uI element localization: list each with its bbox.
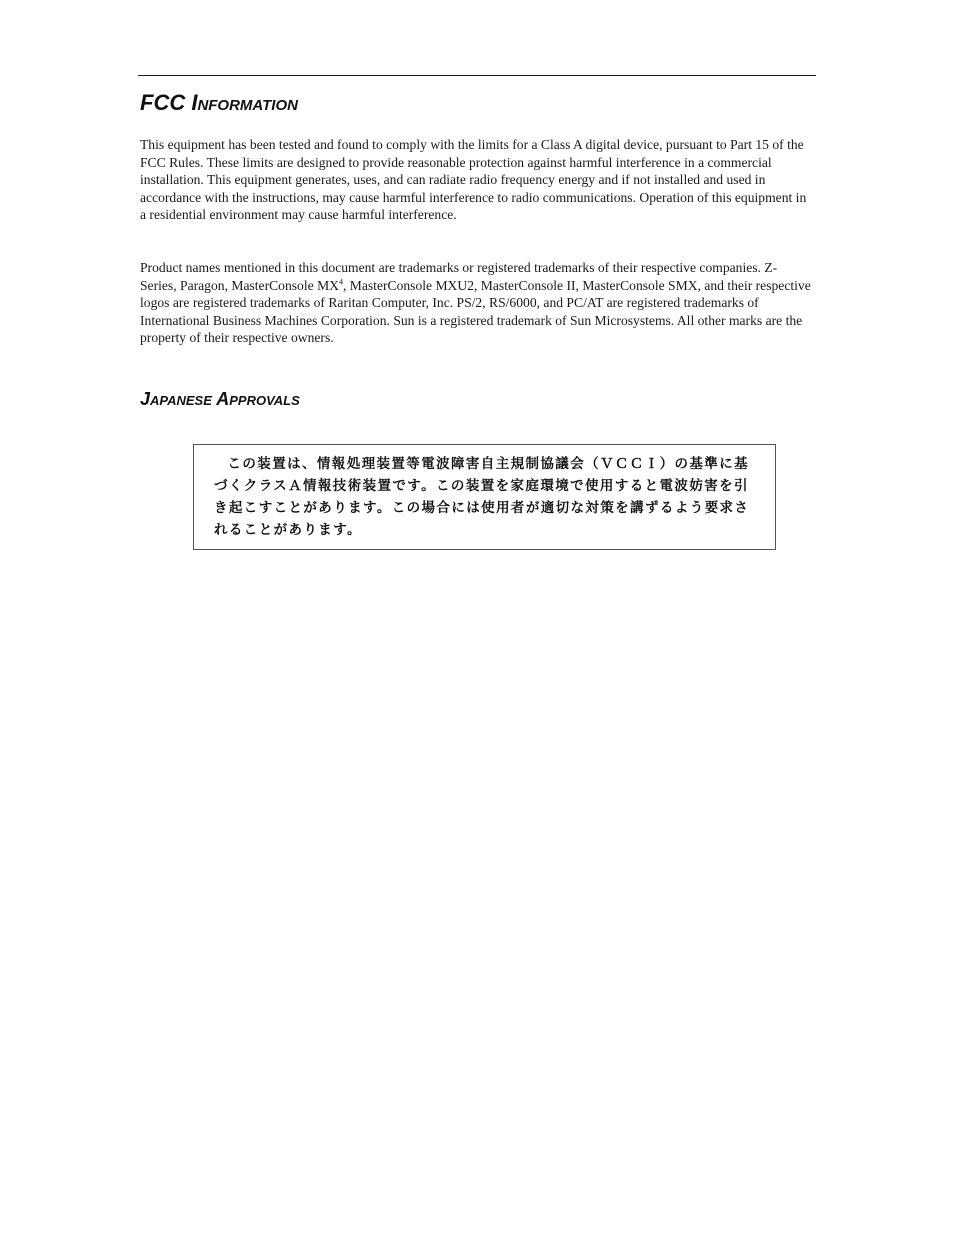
vcci-notice-box: [193, 444, 776, 550]
fcc-paragraph: This equipment has been tested and found to comply with the limits for a Class A digital device, pursuant to Part 15 of the FCC Rules. These limits are designed to provide reasonable protection against harmful interference in a commercial installation. This equipment generates, uses, and can radiate radio frequency energy and if not installed and used in accordance with the instructions, may cause harmful interference to radio communications. Operation of this equipment in a residential environment may cause harmful interference.: [140, 137, 807, 222]
header-rule: [138, 75, 816, 76]
trademark-paragraph: [140, 259, 812, 347]
trademark-text-part1: Product names mentioned in this document are trademarks or registered trademarks of their respective companies. Z-Series, Paragon, MasterConsole MX: [140, 260, 778, 293]
japanese-approvals-heading: Japanese Approvals: [140, 389, 300, 409]
trademark-text-part2: , MasterConsole MXU2, MasterConsole II, MasterConsole SMX, and their respective logos are registered trademarks of Raritan Computer, Inc. PS/2, RS/6000, and PC/AT are registered trademarks of International Business Machines Corporation. Sun is a registered trademark of Sun Microsystems. All other marks are the property of their respective owners.: [140, 277, 811, 345]
fcc-heading: FCC Information: [140, 90, 298, 115]
trademark-superscript: 4: [338, 276, 343, 286]
vcci-notice-text: この装置は、情報処理装置等電波障害自主規制協議会（ＶＣＣＩ）の基準に基づくクラスＡ情報技術装置です。この装置を家庭環境で使用すると電波妨害を引き起こすことがあります。この場合には使用者が適切な対策を講ずるよう要求されることがあります。: [214, 456, 750, 538]
